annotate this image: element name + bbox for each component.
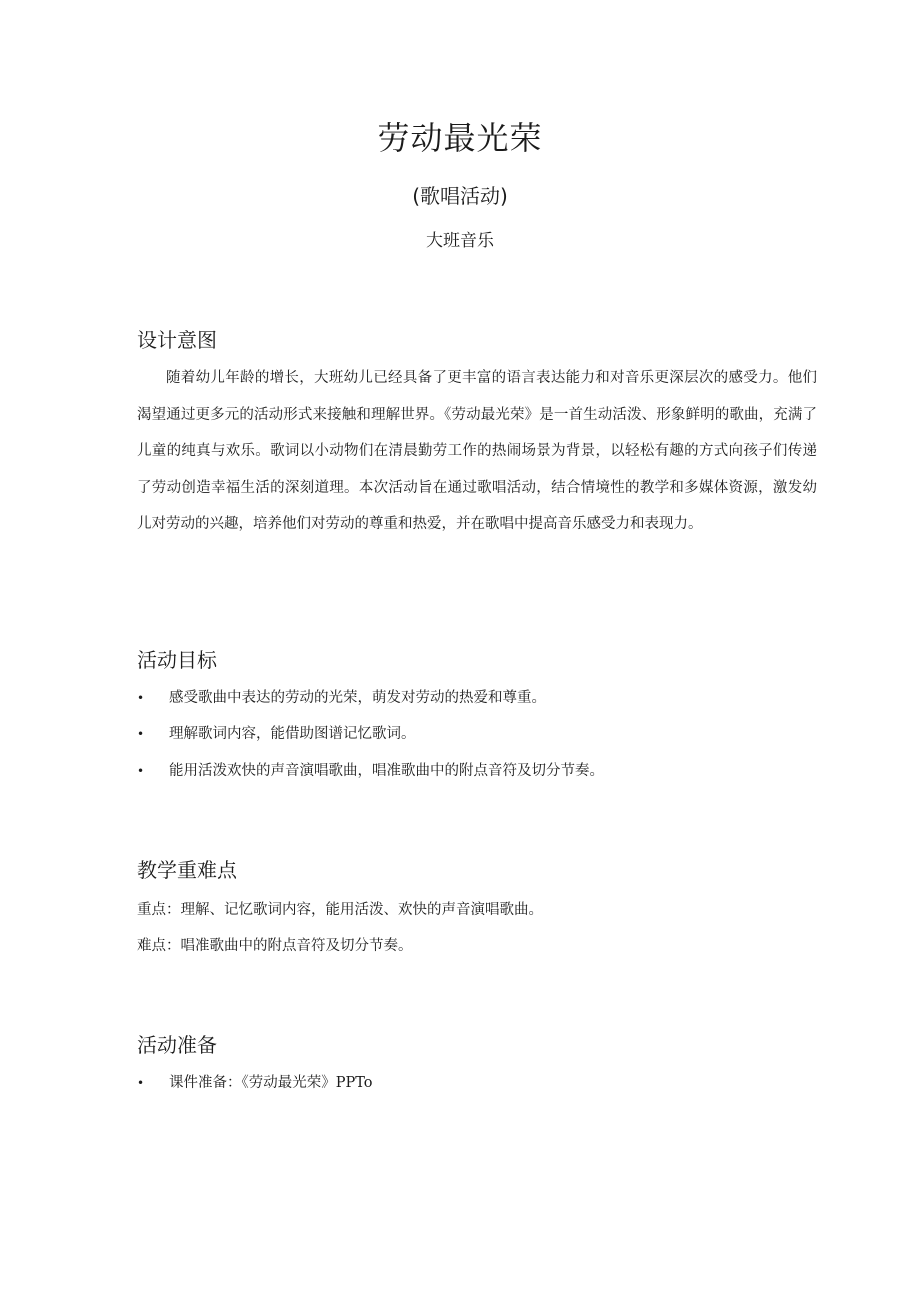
goals-heading: 活动目标 — [137, 648, 217, 672]
document-subtitle: (歌唱活动) — [412, 184, 508, 208]
preparation-item — [137, 1071, 817, 1095]
design-intent-paragraph: 随着幼儿年龄的增长，大班幼儿已经具备了更丰富的语言表达能力和对音乐更深层次的感受力。他们渴望通过更多元的活动形式来接触和理解世界。《劳动最光荣》是一首生动活泼、形象鲜明的歌曲，充满了儿童的纯真与欢乐。歌词以小动物们在清晨勤劳工作的热闹场景为背景，以轻松有趣的方式向孩子们传递了劳动创造幸福生活的深刻道理。本次活动旨在通过歌唱活动，结合情境性的教学和多媒体资源，激发幼儿对劳动的兴趣，培养他们对劳动的尊重和热爱，并在歌唱中提高音乐感受力和表现力。 — [137, 370, 817, 532]
goal-item — [137, 686, 817, 710]
bullet-icon: • — [137, 1076, 145, 1090]
goal-item-text: 能用活泼欢快的声音演唱歌曲，唱准歌曲中的附点音符及切分节奏。 — [169, 763, 604, 779]
key-points-heading: 教学重难点 — [137, 858, 237, 882]
goal-item-text: 理解歌词内容，能借助图谱记忆歌词。 — [169, 726, 416, 742]
preparation-item-text: 课件准备：《劳动最光荣》PPTo — [169, 1075, 373, 1091]
bullet-icon: • — [137, 727, 145, 741]
design-intent-heading: 设计意图 — [137, 328, 217, 352]
document-category: 大班音乐 — [426, 231, 494, 251]
bullet-icon: • — [137, 764, 145, 778]
key-point-text: 重点：理解、记忆歌词内容，能用活泼、欢快的声音演唱歌曲。 — [137, 902, 543, 918]
goal-item-text: 感受歌曲中表达的劳动的光荣，萌发对劳动的热爱和尊重。 — [169, 690, 546, 706]
bullet-icon: • — [137, 691, 145, 705]
goal-item — [137, 759, 817, 783]
preparation-heading: 活动准备 — [137, 1033, 217, 1057]
goal-item — [137, 722, 817, 746]
difficult-point-text: 难点：唱准歌曲中的附点音符及切分节奏。 — [137, 938, 413, 954]
document-title: 劳动最光荣 — [377, 119, 543, 157]
